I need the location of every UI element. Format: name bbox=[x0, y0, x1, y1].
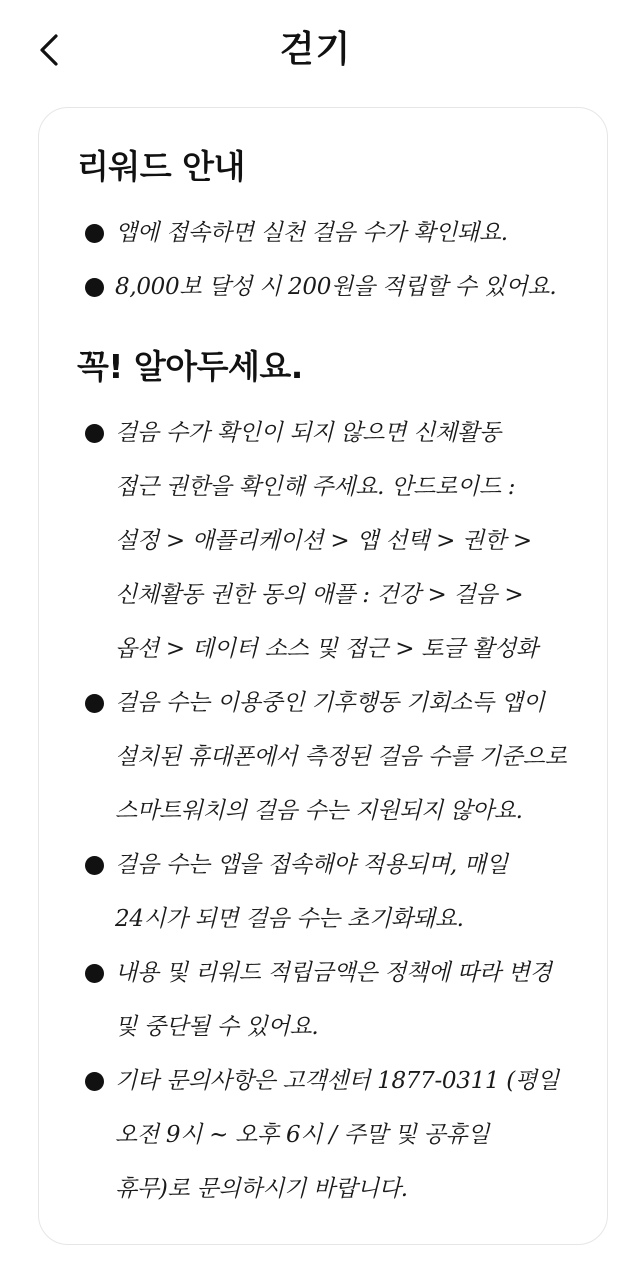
notice-item-2 bbox=[39, 676, 607, 838]
bullet-icon bbox=[85, 856, 104, 875]
notice-item-1-line-4: 신체활동 권한 동의 애플 : 건강 > 걸음 > bbox=[115, 582, 524, 608]
bullet-icon bbox=[85, 424, 104, 443]
notice-item-1-line-1: 걸음 수가 확인이 되지 않으면 신체활동 bbox=[115, 420, 501, 446]
notice-item-3-line-2: 24시가 되면 걸음 수는 초기화돼요. bbox=[115, 906, 464, 932]
reward-item-2-line-1: 8,000보 달성 시 200원을 적립할 수 있어요. bbox=[115, 274, 557, 300]
bullet-icon bbox=[85, 964, 104, 983]
notice-section-title: 꼭! 알아두세요. bbox=[77, 347, 303, 386]
notice-item-5-line-1: 기타 문의사항은 고객센터 1877-0311 (평일 bbox=[115, 1068, 559, 1094]
notice-item-1 bbox=[39, 406, 607, 676]
reward-item-1-line-1: 앱에 접속하면 실천 걸음 수가 확인돼요. bbox=[115, 220, 508, 246]
notice-item-4-line-2: 및 중단될 수 있어요. bbox=[115, 1014, 319, 1040]
notice-item-4 bbox=[39, 946, 607, 1054]
notice-item-5-line-2: 오전 9시 ~ 오후 6시 / 주말 및 공휴일 bbox=[115, 1122, 490, 1148]
notice-item-5-line-3: 휴무)로 문의하시기 바랍니다. bbox=[115, 1176, 408, 1202]
bullet-icon bbox=[85, 694, 104, 713]
reward-item-2 bbox=[39, 260, 607, 314]
bullet-icon bbox=[85, 224, 104, 243]
notice-item-5 bbox=[39, 1054, 607, 1216]
page-title: 걷기 bbox=[279, 29, 352, 70]
notice-item-2-line-1: 걸음 수는 이용중인 기후행동 기회소득 앱이 bbox=[115, 690, 545, 716]
notice-item-1-line-5: 옵션 > 데이터 소스 및 접근 > 토글 활성화 bbox=[115, 636, 538, 662]
app-header bbox=[0, 0, 631, 100]
notice-item-4-line-1: 내용 및 리워드 적립금액은 정책에 따라 변경 bbox=[115, 960, 552, 986]
bullet-icon bbox=[85, 1072, 104, 1091]
notice-item-2-line-3: 스마트워치의 걸음 수는 지원되지 않아요. bbox=[115, 798, 523, 824]
notice-item-1-line-3: 설정 > 애플리케이션 > 앱 선택 > 권한 > bbox=[115, 528, 532, 554]
notice-item-1-line-2: 접근 권한을 확인해 주세요. 안드로이드 : bbox=[115, 474, 516, 500]
reward-item-1 bbox=[39, 206, 607, 260]
notice-list bbox=[39, 406, 607, 1216]
reward-list bbox=[39, 206, 607, 314]
bullet-icon bbox=[85, 278, 104, 297]
notice-item-3-line-1: 걸음 수는 앱을 접속해야 적용되며, 매일 bbox=[115, 852, 508, 878]
notice-item-3 bbox=[39, 838, 607, 946]
reward-section-title: 리워드 안내 bbox=[77, 147, 245, 186]
info-card bbox=[38, 107, 608, 1245]
notice-item-2-line-2: 설치된 휴대폰에서 측정된 걸음 수를 기준으로 bbox=[115, 744, 567, 770]
